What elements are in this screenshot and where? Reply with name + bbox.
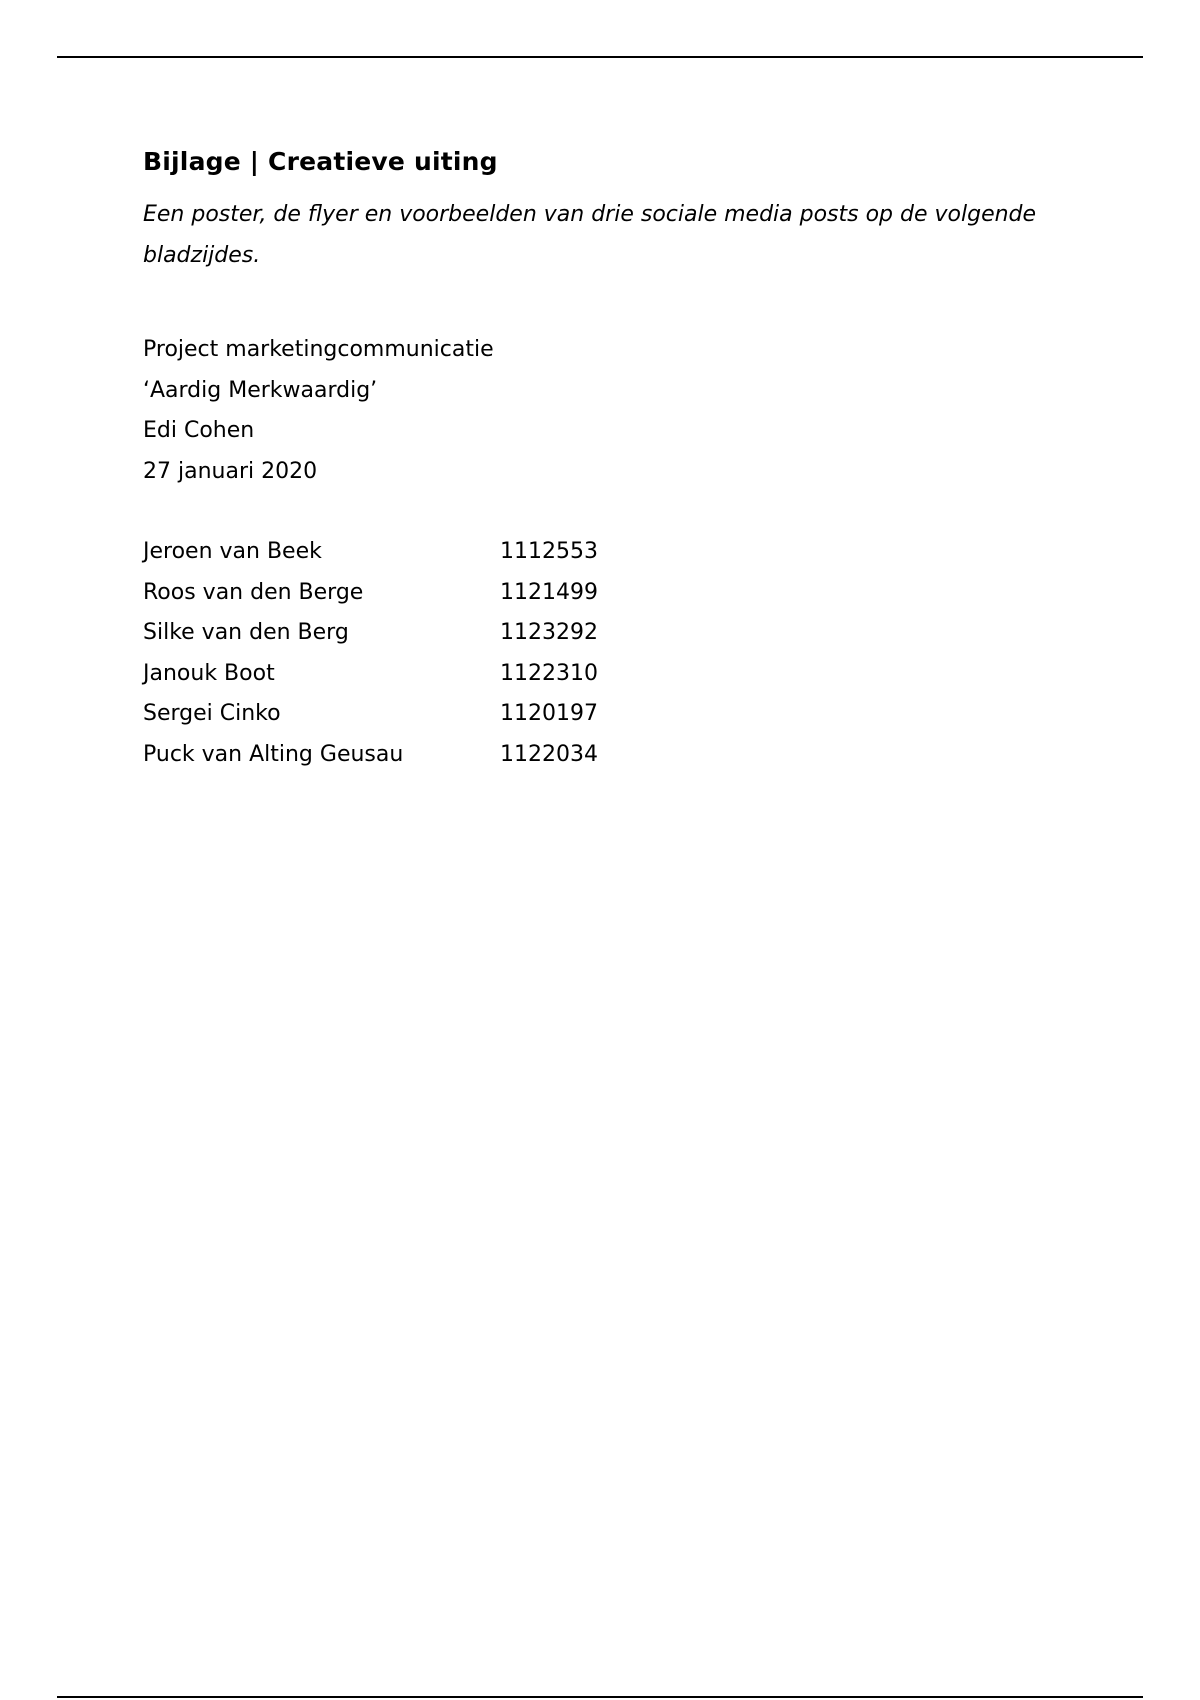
list-item [143,532,1063,573]
member-name: Puck van Alting Geusau [143,741,404,767]
member-name: Janouk Boot [143,660,275,686]
member-name: Jeroen van Beek [143,539,322,564]
member-student-number: 1112553 [500,539,598,564]
project-subtitle: ‘Aardig Merkwaardig’ [143,377,378,403]
footer-rule [57,1696,1143,1698]
list-item [143,654,1063,695]
project-date: 27 januari 2020 [143,458,318,484]
list-item [143,613,1063,654]
member-student-number: 1120197 [500,701,598,726]
member-name: Roos van den Berge [143,579,364,605]
intro-text: Een poster, de flyer en voorbeelden van drie sociale media posts op de volgende bladzijdes. [143,202,1037,268]
team-list [143,532,1063,775]
project-author: Edi Cohen [143,418,255,443]
member-student-number: 1123292 [500,620,598,645]
member-student-number: 1122034 [500,741,598,767]
list-item [143,735,1063,776]
member-name: Sergei Cinko [143,701,281,726]
page-title: Bijlage | Creatieve uiting [143,147,498,176]
header-rule [57,56,1143,58]
list-item [143,573,1063,614]
list-item [143,694,1063,735]
member-name: Silke van den Berg [143,620,349,645]
page-content [143,146,1063,775]
member-student-number: 1121499 [500,579,598,605]
project-info [143,330,1063,492]
project-name: Project marketingcommunicatie [143,337,494,362]
member-student-number: 1122310 [500,660,598,686]
